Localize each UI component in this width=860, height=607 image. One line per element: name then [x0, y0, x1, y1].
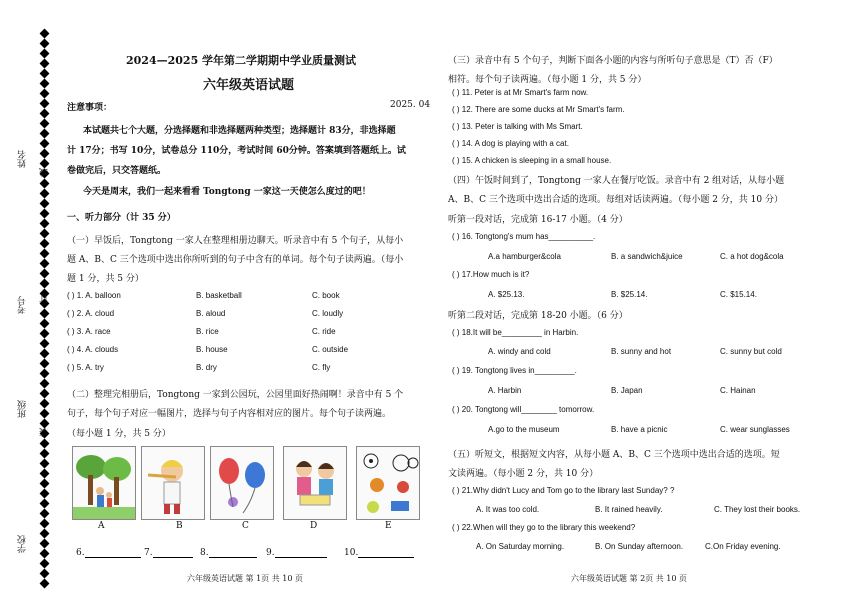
- binding-diamond: [40, 329, 50, 339]
- sec1-inst-1: （一）早饭后，Tongtong 一家人在整理相册边聊天。听录音中有 5 个句子，从每小: [67, 236, 404, 246]
- picture-label-e: E: [385, 521, 392, 531]
- exam-subtitle: 六年级英语试题: [203, 78, 295, 93]
- binding-diamond: [40, 59, 50, 69]
- binding-diamond: [40, 69, 50, 79]
- binding-diamond: [40, 239, 50, 249]
- q21-option-b[interactable]: B. It rained heavily.: [595, 505, 663, 514]
- q19-option-a[interactable]: A. Harbin: [488, 386, 522, 395]
- picture-c-balloons: [210, 446, 274, 520]
- part1-heading: 一、听力部分（计 35 分）: [67, 213, 176, 223]
- binding-diamond: [40, 519, 50, 529]
- sec4-dialogue-2: 听第二段对话，完成第 18-20 小题。（6 分）: [448, 311, 628, 321]
- question-17: ( ) 17.How much is it?: [452, 270, 530, 279]
- binding-diamond: [40, 419, 50, 429]
- binding-diamond: [40, 309, 50, 319]
- binding-diamond: [40, 189, 50, 199]
- binding-diamond: [40, 119, 50, 129]
- q16-option-a[interactable]: A.a hamburger&cola: [488, 252, 561, 261]
- q16-option-b[interactable]: B. a sandwich&juice: [611, 252, 683, 261]
- binding-diamond: [40, 269, 50, 279]
- picture-b-flute-player: [141, 446, 205, 520]
- sec1-option-c[interactable]: C. outside: [312, 345, 349, 354]
- intro-line: 今天是周末，我们一起来看看 Tongtong 一家这一天使怎么度过的吧！: [83, 187, 371, 197]
- binding-diamond: [40, 459, 50, 469]
- q18-option-b[interactable]: B. sunny and hot: [611, 347, 672, 356]
- side-label-zhuang: 装: [40, 428, 50, 437]
- binding-diamond: [40, 339, 50, 349]
- q19-option-b[interactable]: B. Japan: [611, 386, 643, 395]
- sec5-inst-2: 文读两遍。（每小题 2 分，共 10 分）: [448, 469, 599, 479]
- footer-right: 六年级英语试题 第 2页 共 10 页: [571, 574, 687, 583]
- sec1-option-b[interactable]: B. dry: [196, 363, 217, 372]
- picture-label-d: D: [310, 521, 318, 531]
- binding-diamond: [40, 559, 50, 569]
- q20-option-a[interactable]: A.go to the museum: [488, 425, 560, 434]
- binding-diamond: [40, 199, 50, 209]
- picture-label-c: C: [242, 521, 249, 531]
- q18-option-a[interactable]: A. windy and cold: [488, 347, 551, 356]
- notes-line-1: 本试题共七个大题，分选择题和非选择题两种类型；选择题计 83分，非选择题: [83, 126, 396, 136]
- picture-a-trees-family: [72, 446, 136, 520]
- sec5-inst-1: （五）听短文，根据短文内容，从每小题 A、B、C 三个选项中选出合适的选项。短: [448, 450, 780, 460]
- blank-label: 8.: [200, 548, 209, 558]
- question-19: ( ) 19. Tongtong lives in_________.: [452, 366, 577, 375]
- sec1-option-b[interactable]: B. aloud: [196, 309, 226, 318]
- sec1-question-option-a[interactable]: ( ) 5. A. try: [67, 363, 104, 372]
- sec1-option-c[interactable]: C. ride: [312, 327, 336, 336]
- sec1-option-b[interactable]: B. basketball: [196, 291, 242, 300]
- q17-option-a[interactable]: A. $25.13.: [488, 290, 525, 299]
- sec3-statement: ( ) 14. A dog is playing with a cat.: [452, 139, 569, 148]
- blank-label: 6.: [76, 548, 85, 558]
- q20-option-c[interactable]: C. wear sunglasses: [720, 425, 790, 434]
- binding-diamond: [40, 159, 50, 169]
- binding-diamond: [40, 479, 50, 489]
- question-21: ( ) 21.Why didn't Lucy and Tom go to the library last Sunday? ?: [452, 486, 675, 495]
- answer-blank-10[interactable]: [344, 547, 414, 558]
- q19-option-c[interactable]: C. Hainan: [720, 386, 756, 395]
- binding-diamond: [40, 499, 50, 509]
- sec1-question-option-a[interactable]: ( ) 2. A. cloud: [67, 309, 115, 318]
- answer-blank-8[interactable]: [200, 547, 257, 558]
- binding-diamond: [40, 129, 50, 139]
- q16-option-c[interactable]: C. a hot dog&cola: [720, 252, 784, 261]
- side-label-xian: 线: [40, 168, 50, 177]
- binding-diamond: [40, 389, 50, 399]
- sec4-dialogue-1: 听第一段对话，完成第 16-17 小题。（4 分）: [448, 215, 628, 225]
- answer-blank-9[interactable]: [266, 547, 327, 558]
- sec1-option-b[interactable]: B. house: [196, 345, 228, 354]
- answer-blank-6[interactable]: [76, 547, 141, 558]
- q17-option-b[interactable]: B. $25.14.: [611, 290, 648, 299]
- picture-label-a: A: [98, 521, 105, 531]
- binding-diamond: [40, 219, 50, 229]
- sec3-statement: ( ) 12. There are some ducks at Mr Smart's farm.: [452, 105, 625, 114]
- question-20: ( ) 20. Tongtong will________ tomorrow.: [452, 405, 595, 414]
- sec2-inst-3: （每小题 1 分，共 5 分）: [67, 429, 171, 439]
- question-18: ( ) 18.It will be_________ in Harbin.: [452, 328, 579, 337]
- binding-diamond: [40, 439, 50, 449]
- binding-diamond: [40, 509, 50, 519]
- binding-diamond: [40, 29, 50, 39]
- binding-diamond: [40, 49, 50, 59]
- sec1-option-b[interactable]: B. rice: [196, 327, 219, 336]
- binding-diamond: [40, 489, 50, 499]
- binding-diamond: [40, 359, 50, 369]
- q22-option-c[interactable]: C.On Friday evening.: [705, 542, 781, 551]
- binding-diamond: [40, 369, 50, 379]
- binding-diamond: [40, 109, 50, 119]
- sec1-question-option-a[interactable]: ( ) 3. A. race: [67, 327, 111, 336]
- notes-line-2: 计 17分；书写 10分，试卷总分 110分，考试时间 60分钟。答案填到答题纸上。试: [67, 146, 406, 156]
- q22-option-b[interactable]: B. On Sunday afternoon.: [595, 542, 684, 551]
- binding-diamond: [40, 209, 50, 219]
- sec1-inst-2: 题 A、B、C 三个选项中选出你所听到的句子中含有的单词。每个句子读两遍。（每小: [67, 255, 404, 265]
- q22-option-a[interactable]: A. On Saturday morning.: [476, 542, 565, 551]
- side-label-banji: 班级: [18, 400, 28, 418]
- picture-d-reading-children: [283, 446, 347, 520]
- binding-diamond: [40, 319, 50, 329]
- binding-diamond: [40, 149, 50, 159]
- sec1-question-option-a[interactable]: ( ) 4. A. clouds: [67, 345, 119, 354]
- sec3-statement: ( ) 11. Peter is at Mr Smart's farm now.: [452, 88, 589, 97]
- footer-left: 六年级英语试题 第 1页 共 10 页: [187, 574, 303, 583]
- binding-diamond: [40, 229, 50, 239]
- side-label-kaohao: 考号: [18, 296, 28, 314]
- binding-diamond: [40, 569, 50, 579]
- sec3-statement: ( ) 15. A chicken is sleeping in a small house.: [452, 156, 612, 165]
- exam-title: 2024—2025 学年第二学期期中学业质量测试: [126, 54, 357, 67]
- sec3-statement: ( ) 13. Peter is talking with Ms Smart.: [452, 122, 583, 131]
- binding-diamond: [40, 579, 50, 589]
- q20-option-b[interactable]: B. have a picnic: [611, 425, 668, 434]
- binding-diamond: [40, 449, 50, 459]
- binding-diamond: [40, 379, 50, 389]
- question-22: ( ) 22.When will they go to the library this weekend?: [452, 523, 636, 532]
- binding-diamond: [40, 89, 50, 99]
- binding-diamond: [40, 529, 50, 539]
- exam-date: 2025. 04: [390, 100, 431, 110]
- sec4-inst-2: A、B、C 三个选项中选出合适的选项。每组对话读两遍。（每小题 2 分，共 10 分）: [448, 195, 783, 205]
- side-label-xuexiao: 学校: [18, 535, 28, 553]
- binding-diamond: [40, 259, 50, 269]
- binding-diamond: [40, 349, 50, 359]
- binding-diamond: [40, 179, 50, 189]
- notes-line-3: 卷做完后，只交答题纸。: [67, 166, 167, 176]
- binding-diamond: [40, 139, 50, 149]
- sec1-option-c[interactable]: C. loudly: [312, 309, 344, 318]
- blank-label: 7.: [144, 548, 153, 558]
- sec3-inst-1: （三）录音中有 5 个句子，判断下面各小题的内容与所听句子意思是（T）否（F）: [448, 56, 778, 66]
- binding-diamond: [40, 539, 50, 549]
- binding-diamond: [40, 99, 50, 109]
- picture-label-b: B: [176, 521, 183, 531]
- sec1-option-c[interactable]: C. book: [312, 291, 340, 300]
- binding-diamond: [40, 469, 50, 479]
- sec1-inst-3: 题 1 分，共 5 分）: [67, 274, 144, 284]
- side-label-name: 姓名: [18, 150, 28, 168]
- sec2-inst-1: （二）整理完相册后，Tongtong 一家到公园玩，公园里面好热闹啊！录音中有 5 个: [67, 390, 404, 400]
- blank-label: 10.: [344, 548, 359, 558]
- q17-option-c[interactable]: C. $15.14.: [720, 290, 757, 299]
- q18-option-c[interactable]: C. sunny but cold: [720, 347, 782, 356]
- answer-blank-7[interactable]: [144, 547, 193, 558]
- picture-e-sports-balls: [356, 446, 420, 520]
- side-label-ding: 订: [40, 294, 50, 303]
- binding-diamond: [40, 549, 50, 559]
- question-16: ( ) 16. Tongtong's mum has__________.: [452, 232, 596, 241]
- binding-diamond: [40, 409, 50, 419]
- blank-label: 9.: [266, 548, 275, 558]
- sec1-question-option-a[interactable]: ( ) 1. A. balloon: [67, 291, 121, 300]
- q21-option-c[interactable]: C. They lost their books.: [714, 505, 801, 514]
- binding-diamond: [40, 249, 50, 259]
- binding-diamond: [40, 39, 50, 49]
- binding-diamond: [40, 279, 50, 289]
- sec3-inst-2: 相符。每个句子读两遍。（每小题 1 分，共 5 分）: [448, 75, 647, 85]
- binding-diamonds: [41, 30, 51, 590]
- q21-option-a[interactable]: A. It was too cold.: [476, 505, 540, 514]
- sec4-inst-1: （四）午饭时间到了，Tongtong 一家人在餐厅吃饭。录音中有 2 组对话，从每小题: [448, 176, 785, 186]
- notes-label: 注意事项：: [67, 103, 113, 113]
- binding-diamond: [40, 79, 50, 89]
- binding-diamond: [40, 399, 50, 409]
- sec2-inst-2: 句子，每个句子对应一幅图片，选择与句子内容相对应的图片。每个句子读两遍。: [67, 409, 392, 419]
- sec1-option-c[interactable]: C. fly: [312, 363, 331, 372]
